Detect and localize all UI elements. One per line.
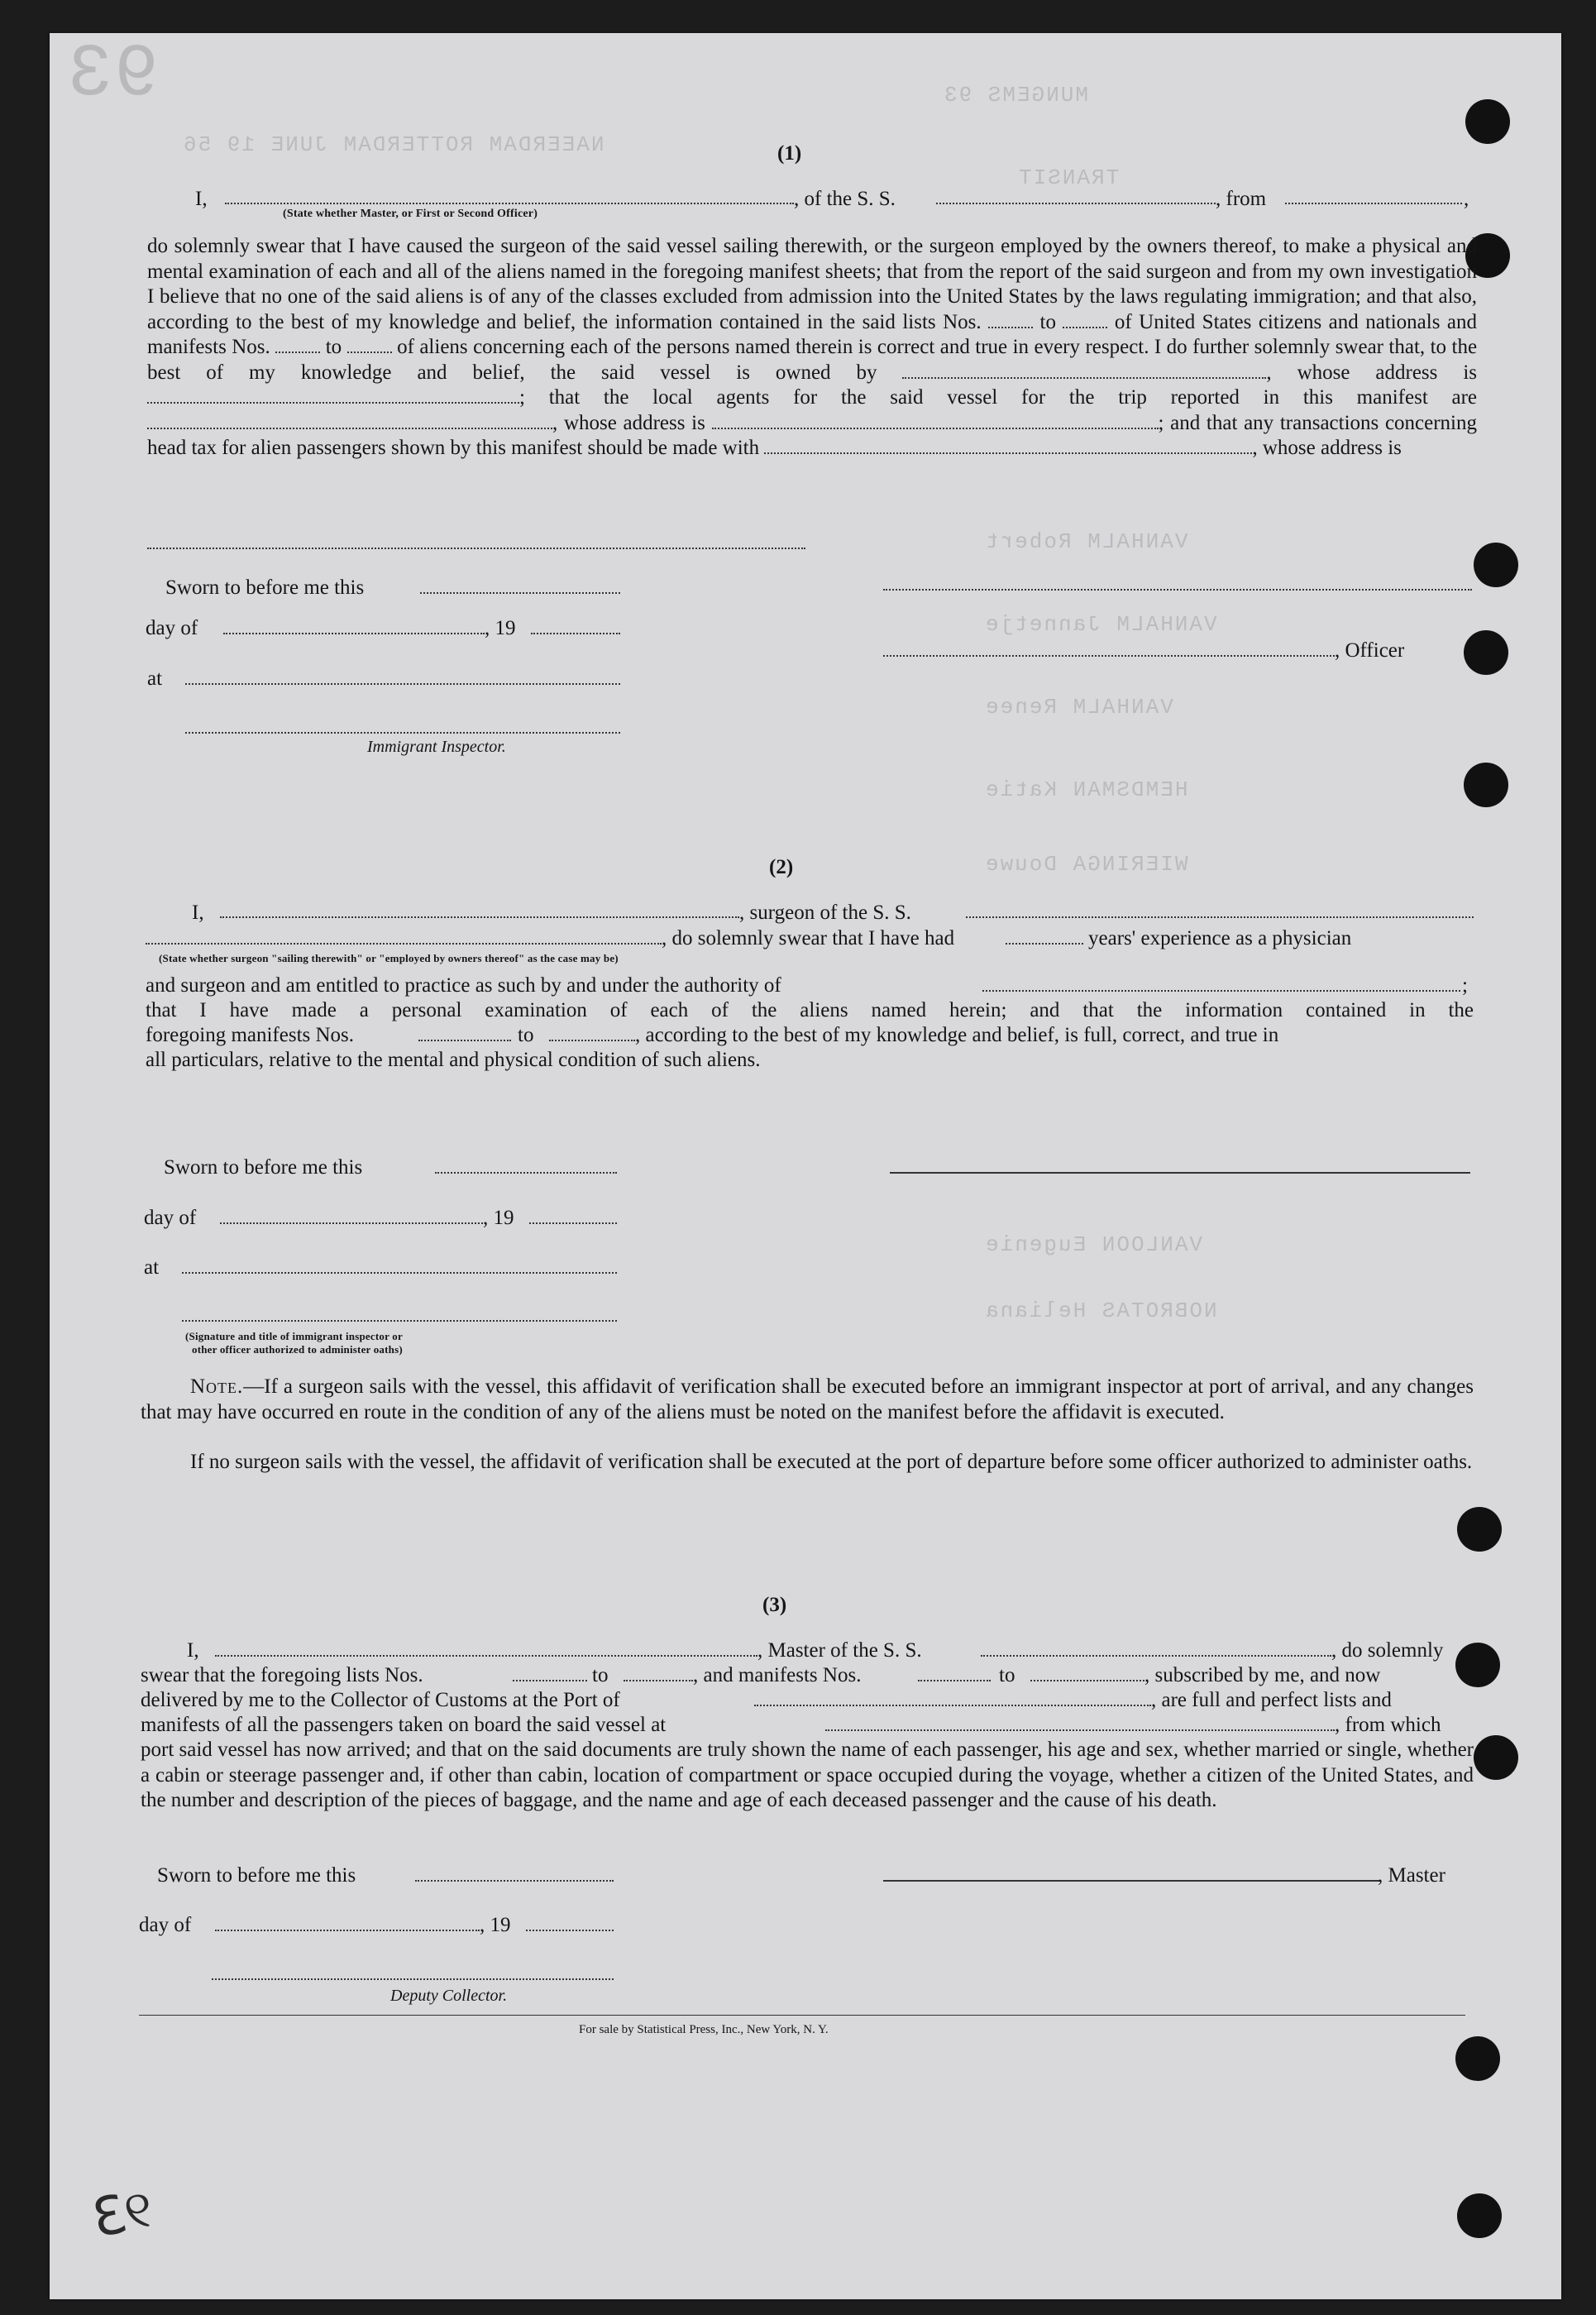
printer-imprint: For sale by Statistical Press, Inc., New York, N. Y. [579,2023,829,2036]
punch-hole [1464,630,1508,675]
bleed-through-text: HEMDSMAN Katie [984,777,1188,802]
s3-line-b2: , and manifests Nos. [693,1664,862,1686]
s3-year-blank[interactable] [526,1930,614,1931]
s3-embark-port-blank[interactable] [825,1729,1335,1731]
s1-head-tax-address-blank[interactable] [147,548,805,549]
s1-ship-name-blank[interactable] [936,203,1216,204]
note-paragraph [141,1375,1474,1425]
bleed-through-text: WIERINGA Douwe [984,852,1188,877]
punch-hole [1457,1507,1502,1552]
s2-year-blank[interactable] [529,1222,617,1224]
s2-authority-blank[interactable] [982,990,1460,992]
s1-body-d: that the local agents for the said vessel for the trip reported in this manifest are [548,386,1478,409]
s2-surgeon-of-ss-label: , surgeon of the S. S. [739,902,911,924]
punch-hole [1474,1735,1518,1780]
s2-at-label: at [144,1256,160,1279]
s3-i-label: I, [187,1639,199,1662]
s3-lists-from-blank[interactable] [513,1680,587,1681]
s3-master-signature-line[interactable] [883,1880,1379,1882]
s2-status-blank[interactable] [146,943,662,945]
s3-to-2: to [999,1664,1015,1686]
s3-do-solemnly-label: , do solemnly [1331,1639,1444,1662]
s1-lists-to-blank[interactable] [1063,312,1107,328]
s1-paragraph [147,234,1477,462]
s3-line-b3: , subscribed by me, and now [1144,1664,1381,1686]
s2-status-caption: (State whether surgeon "sailing therewith" or "employed by owners thereof" as the case may be) [159,952,619,964]
punch-hole [1457,2193,1502,2238]
s2-surgeon-name-blank[interactable] [220,916,739,918]
s2-years-blank[interactable] [1006,943,1083,945]
s2-line-a: and surgeon and am entitled to practice as such by and under the authority of [146,974,781,997]
s1-i-label: I, [195,188,208,210]
s2-day-of-label: day of [144,1207,197,1229]
punch-hole [1455,1643,1500,1687]
section-2-number: (2) [769,856,794,878]
bleed-through-text: MUNGEMS 93 [943,83,1089,108]
s3-lists-to-blank[interactable] [624,1680,693,1681]
s3-sworn-label: Sworn to before me this [157,1864,356,1887]
s2-line-c1: foregoing manifests Nos. [146,1024,355,1046]
s2-year-prefix: , 19 [483,1207,514,1229]
s3-sworn-date-blank[interactable] [415,1880,614,1882]
s3-day-blank[interactable] [215,1930,480,1931]
s3-deputy-signature-line[interactable] [212,1978,614,1980]
s3-day-of-label: day of [139,1914,192,1936]
s1-year-prefix: , 19 [485,617,516,639]
s2-i-label: I, [192,902,204,924]
s1-inspector-signature-blank[interactable] [185,732,620,734]
s2-manifests-to-blank[interactable] [549,1040,635,1041]
s1-semicolon-1: ; [519,386,525,409]
s3-year-prefix: , 19 [480,1914,511,1936]
s1-officer-signature-blank[interactable] [883,655,1335,657]
s3-line-b1: swear that the foregoing lists Nos. [141,1664,423,1686]
s3-port-blank[interactable] [754,1705,1151,1706]
punch-hole [1465,99,1510,144]
s2-ship-name-blank[interactable] [966,916,1474,918]
s1-lists-from-blank[interactable] [988,312,1033,328]
bleed-through-text: NOBROTAS Heliana [984,1299,1217,1323]
bleed-through-text: VANHALM Renee [984,695,1173,720]
bleed-through-text: VANLOON Eugenie [984,1232,1203,1257]
s1-body-c: of aliens concerning each of the persons named therein is correct and true in every respect. I do further solemnly swear that, to the best of my knowledge and belief, the said vessel is owned by [147,336,1478,384]
s1-from-label: , from [1216,188,1267,210]
s2-line-b: that I have made a personal examination of each of the aliens named herein; and that the information contained in the [146,999,1474,1021]
s1-to-1: to [1039,310,1056,333]
s1-officer-signature-line-a[interactable] [883,589,1472,591]
s1-owner-address-blank[interactable] [147,387,519,404]
s3-master-name-blank[interactable] [215,1655,757,1657]
bleed-through-text: VANHALM Jannetje [984,612,1217,637]
bleed-through-text: NAEERDAM ROTTERDAM JUNE 19 56 [182,132,604,157]
s2-line-c2: , according to the best of my knowledge and belief, is full, correct, and true in [635,1024,1279,1046]
s3-manifests-from-blank[interactable] [918,1680,991,1681]
bleed-through-number: 93 [66,33,160,117]
s2-years-label: years' experience as a physician [1088,927,1352,949]
s1-head-tax-blank[interactable] [764,438,1252,454]
s1-sworn-date-blank[interactable] [420,592,620,594]
handwritten-page-mark: Ɛ୧ [87,2178,159,2250]
s1-inspector-caption: Immigrant Inspector. [367,738,506,756]
s1-owner-blank[interactable] [902,362,1266,379]
s1-comma-2: , [552,411,558,434]
s2-line-d: all particulars, relative to the mental and physical condition of such aliens. [146,1049,761,1071]
punch-hole [1464,763,1508,807]
s2-at-blank[interactable] [182,1272,617,1274]
s3-body: port said vessel has now arrived; and that on the said documents are truly shown the name of each passenger, his age and sex, whether married or single, whether a cabin or steerage passenger and, if other than cabin, location of compartment or space occupied during the voyage, whether a citizen of the United States, and the number and description of the pieces of baggage, and the name and age of each deceased passenger and the cause of his death. [141,1739,1474,1811]
bleed-through-text: TRANSIT [1017,165,1120,190]
s2-day-blank[interactable] [220,1222,483,1224]
s3-line-d1: manifests of all the passengers taken on board the said vessel at [141,1714,667,1736]
s1-whose-address-3: , whose address is [1252,437,1402,459]
s1-at-blank[interactable] [185,683,620,685]
s1-manifests-to-blank[interactable] [347,337,392,353]
s2-sig-caption-1: (Signature and title of immigrant inspector or [185,1330,403,1342]
s2-sworn-date-blank[interactable] [435,1172,617,1174]
s3-line-c2: , are full and perfect lists and [1151,1689,1392,1711]
s1-body-e: ; and that any transactions concerning head tax for alien passengers shown by this manifest should be made with [147,411,1478,459]
s2-inspector-signature-blank[interactable] [182,1320,617,1322]
punch-hole [1455,2036,1500,2081]
s1-agents-address-blank[interactable] [712,413,1159,429]
section-1-number: (1) [777,142,802,165]
s1-whose-address-1: , whose address is [1266,361,1477,384]
form-page [50,33,1561,2299]
s2-do-solemnly-label: , do solemnly swear that I have had [662,927,955,949]
s1-whose-address-2: whose address is [563,411,705,434]
s3-ship-name-blank[interactable] [981,1655,1331,1657]
s2-to-label: to [518,1024,534,1046]
s3-master-of-ss-label: , Master of the S. S. [757,1639,922,1662]
s1-year-blank[interactable] [531,633,620,634]
s2-manifests-from-blank[interactable] [418,1040,511,1041]
s1-officer-label: , Officer [1335,639,1405,662]
s1-body-a: do solemnly swear that I have caused the surgeon of the said vessel sailing therewith, or the surgeon employed by the owners thereof, to make a physical and mental examination of each and all of the aliens named in the foregoing manifest sheets; that from the report of the said surgeon and from my own investigation I believe that no one of the said aliens is of any of the classes excluded from admission into the United States by the laws regulating immigration; and that also, according to the best of my knowledge and belief, the information contained in the said lists Nos. [147,235,1477,333]
s3-manifests-to-blank[interactable] [1030,1680,1144,1681]
s1-at-label: at [147,667,163,690]
s3-line-d2: , from which [1335,1714,1441,1736]
s2-semicolon: ; [1462,974,1468,997]
s1-to-2: to [325,336,342,358]
s1-from-port-blank[interactable] [1285,203,1462,204]
s1-body-b: of United States citizens and nationals and manifests Nos. [147,310,1477,358]
footer-rule [139,2015,1465,2016]
s1-officer-caption: (State whether Master, or First or Second Officer) [283,208,538,220]
s1-agents-blank[interactable] [147,413,552,429]
note-label: Note. [190,1375,244,1398]
s1-comma: , [1464,188,1469,210]
s1-manifests-from-blank[interactable] [275,337,320,353]
punch-hole [1474,543,1518,587]
s1-officer-name-blank[interactable] [225,203,794,204]
note-text-2: If no surgeon sails with the vessel, the affidavit of verification shall be executed at the port of departure before some officer authorized to administer oaths. [190,1451,1473,1473]
s2-surgeon-signature-line[interactable] [890,1172,1470,1174]
s3-deputy-caption: Deputy Collector. [390,1987,508,2005]
bleed-through-text: VANHALM Robert [984,529,1188,554]
note-dash: — [243,1375,265,1398]
note-text-1: If a surgeon sails with the vessel, this affidavit of verification shall be executed before an immigrant inspector at port of arrival, and any changes that may have occurred en route in the condition of any of the aliens must be noted on the manifest before the affidavit is executed. [141,1375,1474,1423]
note-paragraph-2 [141,1450,1474,1476]
section-3-number: (3) [762,1594,787,1616]
s3-to-1: to [592,1664,609,1686]
s1-of-ss-label: , of the S. S. [794,188,896,210]
s2-sworn-label: Sworn to before me this [164,1156,363,1179]
s1-day-of-label: day of [146,617,198,639]
s3-master-label: , Master [1378,1864,1445,1887]
s3-line-c1: delivered by me to the Collector of Customs at the Port of [141,1689,620,1711]
s1-day-blank[interactable] [223,633,485,634]
s2-sig-caption-2: other officer authorized to administer oaths) [192,1343,403,1356]
s1-sworn-label: Sworn to before me this [165,576,365,599]
